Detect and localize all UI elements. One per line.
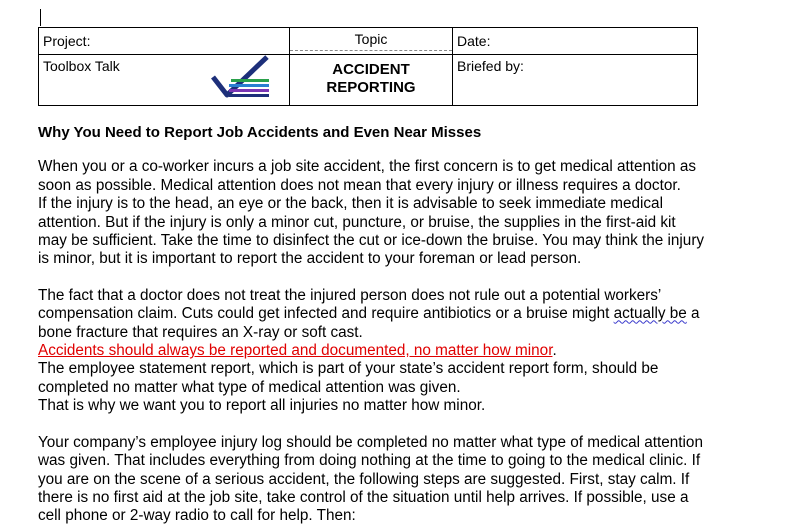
- document-heading: Why You Need to Report Job Accidents and Even Near Misses: [38, 124, 482, 141]
- paragraph-line: attention. But if the injury is only a minor cut, puncture, or bruise, the supplies in the first-aid kit: [38, 213, 676, 231]
- topic-label-cell: [290, 28, 453, 55]
- paragraph-line: If the injury is to the head, an eye or the back, then it is advisable to seek immediate medical: [38, 195, 663, 213]
- paragraph-line: [38, 305, 760, 323]
- checkmark-stripes-logo: [211, 55, 273, 101]
- red-warning: Accidents should always be reported and documented, no matter how minor: [38, 342, 553, 360]
- date-cell[interactable]: [453, 28, 698, 55]
- header-table: [38, 27, 698, 106]
- paragraph-line: bone fracture that requires an X-ray or soft cast.: [38, 323, 363, 341]
- topic-line-2: REPORTING: [326, 79, 416, 96]
- paragraph-1: [38, 158, 760, 268]
- text-run: compensation claim. Cuts could get infected and require antibiotics or a bruise might: [38, 305, 614, 323]
- topic-title: [290, 55, 452, 97]
- spellcheck-underline[interactable]: actually be: [613, 305, 687, 323]
- paragraph-line: Your company’s employee injury log should be completed no matter what type of medical attention: [38, 433, 703, 451]
- paragraph-line: The employee statement report, which is part of your state’s accident report form, should be: [38, 360, 659, 378]
- paragraph-line: The fact that a doctor does not treat the injured person does not rule out a potential workers’: [38, 286, 662, 304]
- paragraph-2: [38, 287, 760, 416]
- text-run: .: [552, 342, 557, 360]
- paragraph-line: completed no matter what type of medical attention was given.: [38, 378, 461, 396]
- briefed-label: Briefed by:: [457, 58, 524, 74]
- project-cell[interactable]: [39, 28, 290, 55]
- paragraph-line: was given. That includes everything from doing nothing at the time to going to the medical clinic. If: [38, 452, 701, 470]
- paragraph-line: may be sufficient. Take the time to disinfect the cut or ice-down the bruise. You may think the injury: [38, 232, 705, 250]
- paragraph-line: That is why we want you to report all injuries no matter how minor.: [38, 397, 486, 415]
- project-label: Project:: [43, 33, 91, 49]
- topic-line-1: ACCIDENT: [332, 61, 410, 78]
- text-run: a: [686, 305, 700, 323]
- briefed-cell[interactable]: [453, 55, 698, 106]
- topic-name-cell: [290, 55, 453, 106]
- document-body: [38, 118, 760, 526]
- paragraph-line: soon as possible. Medical attention does not mean that every injury or illness requires a doctor.: [38, 176, 681, 194]
- paragraph-line: there is no first aid at the job site, take control of the situation until help arrives. If possible, use a: [38, 488, 689, 506]
- project-value-cell[interactable]: [39, 55, 290, 106]
- paragraph-line: cell phone or 2-way radio to call for help. Then:: [38, 507, 356, 525]
- topic-label: Topic: [290, 28, 452, 51]
- paragraph-line: When you or a co-worker incurs a job site accident, the first concern is to get medical attention as: [38, 158, 697, 176]
- project-value: Toolbox Talk: [43, 58, 120, 74]
- paragraph-4: [38, 434, 760, 526]
- date-label: Date:: [457, 33, 491, 49]
- paragraph-line: is minor, but it is important to report the accident to your foreman or lead person.: [38, 250, 582, 268]
- red-warning-line: [38, 342, 760, 360]
- paragraph-line: you are on the scene of a serious accident, the following steps are suggested. First, stay calm. If: [38, 470, 690, 488]
- text-cursor: [40, 9, 41, 26]
